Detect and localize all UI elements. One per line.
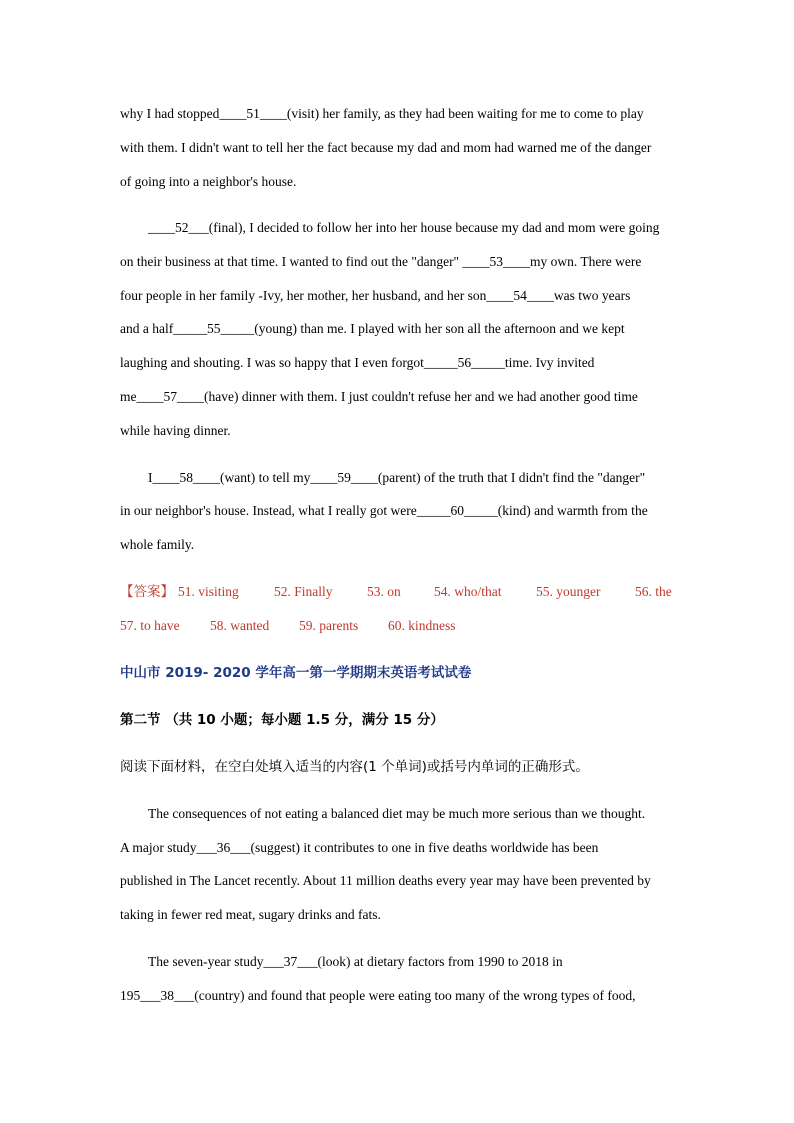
paragraph-line: in our neighbor's house. Instead, what I really got were_____60_____(kind) and warmth from the: [120, 503, 648, 518]
paragraph-line: with them. I didn't want to tell her the fact because my dad and mom had warned me of the danger: [120, 140, 652, 155]
paragraph-line: A major study___36___(suggest) it contributes to one in five deaths worldwide has been: [120, 840, 599, 855]
answer-item: 60. kindness: [388, 618, 456, 633]
section-subtitle: 第二节 （共 10 小题；每小题 1.5 分，满分 15 分）: [120, 712, 444, 728]
answer-item: 54. who/that: [434, 584, 502, 599]
section-title: 中山市 2019- 2020 学年高一第一学期期末英语考试试卷: [120, 665, 472, 681]
paragraph-line: taking in fewer red meat, sugary drinks and fats.: [120, 907, 381, 922]
answer-item: 56. the: [635, 584, 672, 599]
paragraph-line: ____52___(final), I decided to follow her into her house because my dad and mom were going: [148, 220, 660, 235]
answer-item: 55. younger: [536, 584, 601, 599]
paragraph-line: me____57____(have) dinner with them. I just couldn't refuse her and we had another good time: [120, 389, 638, 404]
paragraph-line: The seven-year study___37___(look) at dietary factors from 1990 to 2018 in: [148, 954, 563, 969]
answer-item: 51. visiting: [178, 584, 239, 599]
answer-item: 59. parents: [299, 618, 359, 633]
answer-item: 58. wanted: [210, 618, 270, 633]
paragraph-line: laughing and shouting. I was so happy that I even forgot_____56_____time. Ivy invited: [120, 355, 595, 370]
instruction-text: 阅读下面材料，在空白处填入适当的内容(1 个单词)或括号内单词的正确形式。: [120, 759, 589, 775]
answer-item: 57. to have: [120, 618, 180, 633]
paragraph-line: 195___38___(country) and found that people were eating too many of the wrong types of food,: [120, 988, 636, 1003]
answer-item: 52. Finally: [274, 584, 333, 599]
paragraph-line: published in The Lancet recently. About 11 million deaths every year may have been prevented by: [120, 873, 651, 888]
answer-item: 53. on: [367, 584, 401, 599]
paragraph-line: of going into a neighbor's house.: [120, 174, 297, 189]
paragraph-line: whole family.: [120, 537, 195, 552]
paragraph-line: why I had stopped____51____(visit) her family, as they had been waiting for me to come to play: [120, 106, 644, 121]
paragraph-line: The consequences of not eating a balanced diet may be much more serious than we thought.: [148, 806, 646, 821]
paragraph-line: four people in her family -Ivy, her mother, her husband, and her son____54____was two years: [120, 288, 631, 303]
paragraph-line: I____58____(want) to tell my____59____(parent) of the truth that I didn't find the "danger": [148, 470, 646, 485]
paragraph-line: and a half_____55_____(young) than me. I played with her son all the afternoon and we kept: [120, 321, 625, 336]
paragraph-line: on their business at that time. I wanted to find out the "danger" ____53____my own. There were: [120, 254, 642, 269]
paragraph-line: while having dinner.: [120, 423, 231, 438]
answer-label: 【答案】: [120, 584, 174, 600]
